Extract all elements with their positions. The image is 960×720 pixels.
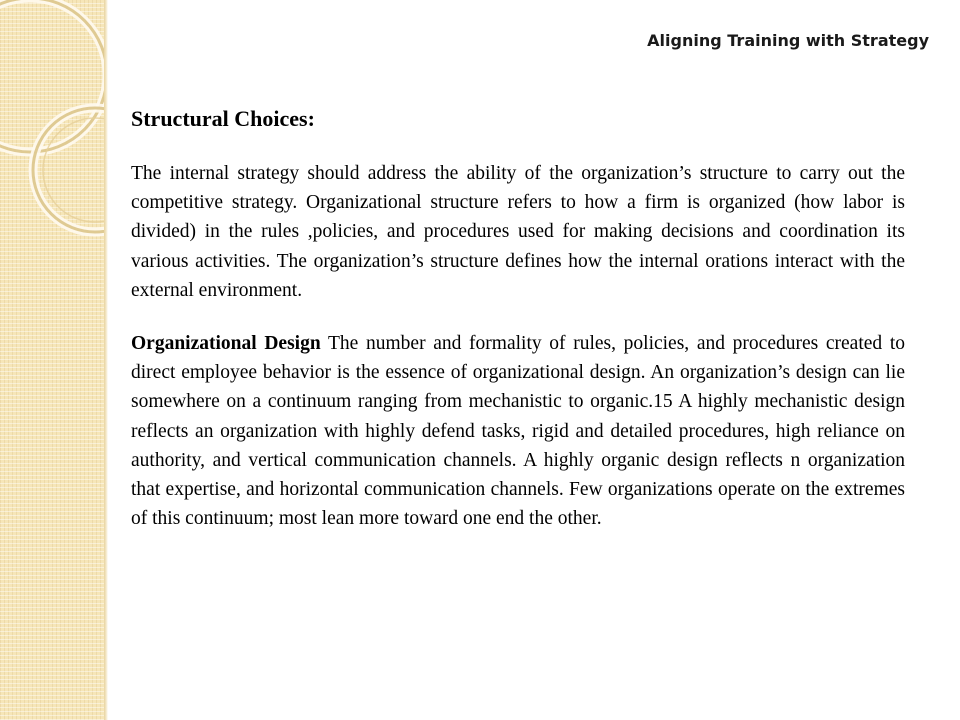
paragraph-design-text: The number and formality of rules, policies, and procedures created to direct employee behavior is the essence of organizational design. An organization’s design can lie somewhere on a continuum ranging from mechanistic to organic.15 A highly mechanistic design reflects an organization with highly defend tasks, rigid and detailed procedures, high reliance on authority, and vertical communication channels. A highly organic design reflects n organization that expertise, and horizontal communication channels. Few organizations operate on the extremes of this continuum; most lean more toward one end the other. — [131, 333, 905, 530]
slide-header-title: Aligning Training with Strategy — [647, 31, 929, 50]
paragraph-design — [131, 329, 905, 533]
decorative-rings — [0, 0, 104, 720]
slide-content — [131, 104, 905, 557]
decorative-sidebar — [0, 0, 104, 720]
term-organizational-design: Organizational Design — [131, 333, 321, 355]
section-heading: Structural Choices: — [131, 106, 315, 131]
paragraph-structure: The internal strategy should address the ability of the organization’s structure to carry out the competitive strategy. Organizational structure refers to how a firm is organized (how labor is divided) in the rules ,policies, and procedures used for making decisions and coordination its various activities. The organization’s structure defines how the internal orations interact with the external environment. — [131, 163, 905, 301]
sidebar-edge — [104, 0, 108, 720]
